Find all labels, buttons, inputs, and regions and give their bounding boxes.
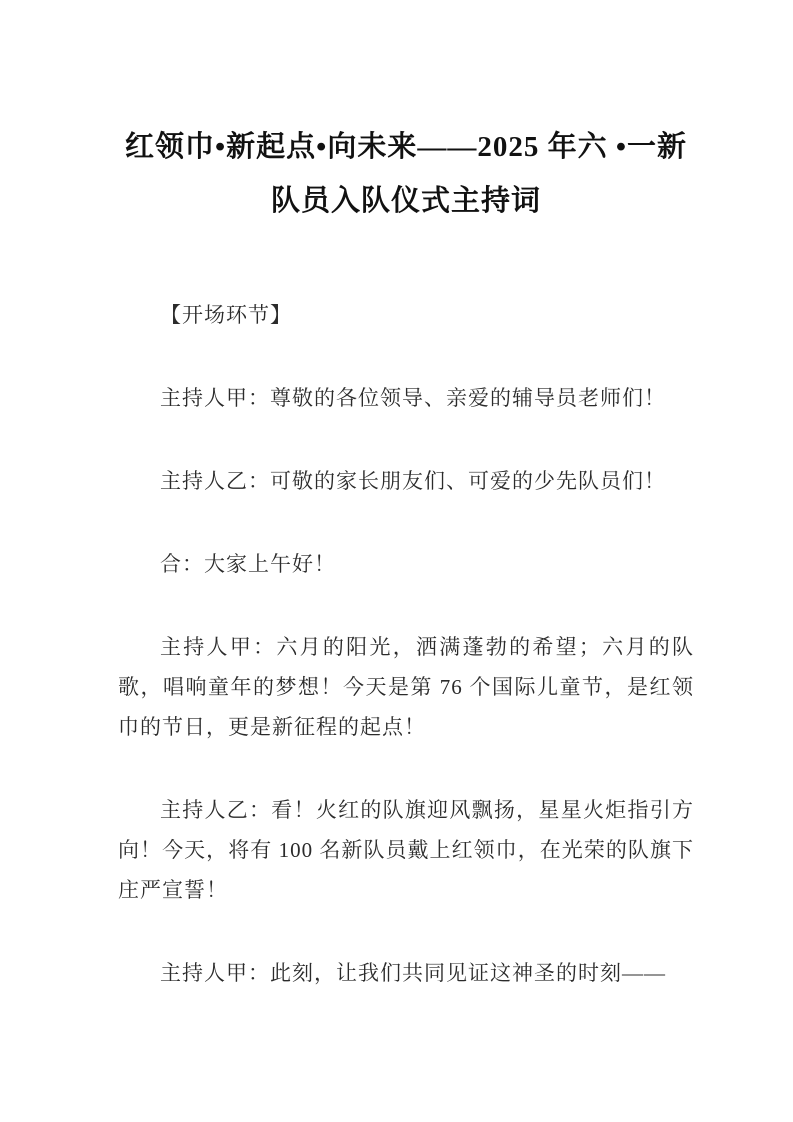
section-heading: 【开场环节】 (160, 303, 292, 327)
paragraph: 主持人甲：此刻，让我们共同见证这神圣的时刻—— (160, 961, 666, 985)
paragraph: 主持人乙：可敬的家长朋友们、可爱的少先队员们！ (160, 469, 666, 493)
paragraph: 主持人乙：看！火红的队旗迎风飘扬，星星火炬指引方向！今天，将有 100 名新队员戴上红领巾，在光荣的队旗下庄严宣誓！ (118, 798, 694, 902)
paragraph: 合：大家上午好！ (160, 552, 336, 576)
title-line-1: 红领巾•新起点•向未来——2025 年六 •一新 (125, 131, 687, 163)
title-line-2: 队员入队仪式主持词 (270, 185, 541, 217)
document-body (118, 295, 694, 993)
paragraph: 主持人甲：六月的阳光，洒满蓬勃的希望；六月的队歌，唱响童年的梦想！今天是第 76 个国际儿童节，是红领巾的节日，更是新征程的起点！ (118, 635, 694, 739)
document-title (118, 120, 694, 228)
paragraph: 主持人甲：尊敬的各位领导、亲爱的辅导员老师们！ (160, 386, 666, 410)
